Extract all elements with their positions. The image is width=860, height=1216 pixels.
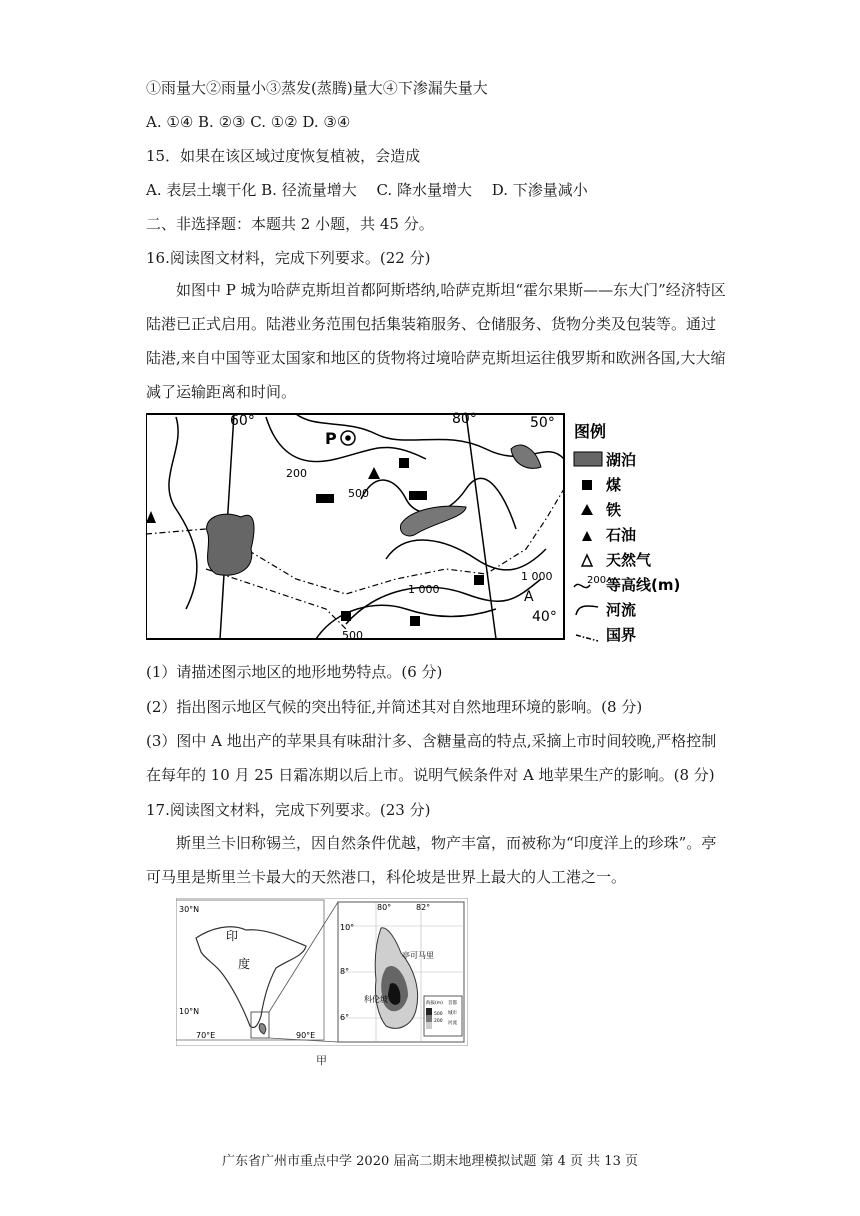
label-trincomalee: 亭可马里 <box>402 951 434 960</box>
q17-title: 17.阅读图文材料，完成下列要求。(23 分) <box>146 801 431 819</box>
legend-200: 200 <box>434 1019 443 1024</box>
point-a-label: A <box>524 589 534 605</box>
map2-caption: 甲 <box>316 1054 327 1067</box>
q17-material: 斯里兰卡旧称锡兰，因自然条件优越，物产丰富，而被称为“印度洋上的珍珠”。亭可马里是斯里兰卡最大的天然港口，科伦坡是世界上最大的人工港之一。 <box>146 834 717 886</box>
legend-item: 等高线(m) <box>606 576 681 594</box>
label-10: 10° <box>340 923 355 932</box>
lon-60-label: 60° <box>230 413 255 429</box>
legend-contour-value: 200 <box>587 575 607 586</box>
legend-500: 500 <box>434 1012 443 1017</box>
legend-coal-icon <box>582 480 592 490</box>
label-82: 82° <box>416 903 431 912</box>
lat-40-label: 40° <box>532 609 557 625</box>
legend-iron-icon <box>581 504 593 515</box>
legend-lake-icon <box>574 452 602 466</box>
q16-sub2: (2）指出图示地区气候的突出特征,并简述其对自然地理环境的影响。(8 分) <box>146 698 643 716</box>
lat-50-label: 50° <box>530 415 555 431</box>
q16-material: 如图中 P 城为哈萨克斯坦首都阿斯塔纳,哈萨克斯坦“霍尔果斯——东大门”经济特区陆港已正式启用。陆港业务范围包括集装箱服务、仓储服务、货物分类及包装等。通过陆港,来自中国等亚太国家和地区的货物将过境哈萨克斯坦运往俄罗斯和欧洲各国,大大缩减了运输距离和时间。 <box>146 281 726 401</box>
legend-item: 石油 <box>606 526 637 544</box>
label-india-1: 印 <box>226 929 239 943</box>
q15-stem: 15．如果在该区域过度恢复植被，会造成 <box>146 147 421 165</box>
contour-label: 200 <box>286 467 307 480</box>
legend-item: 湖泊 <box>606 451 637 469</box>
legend-gas-icon <box>582 555 592 566</box>
q16-title: 16.阅读图文材料，完成下列要求。(22 分) <box>146 249 431 267</box>
contour-label: 500 <box>342 629 363 642</box>
legend-item: 煤 <box>606 476 622 494</box>
section-2-heading: 二、非选择题：本题共 2 小题，共 45 分。 <box>146 215 434 233</box>
q16-sub3: (3）图中 A 地出产的苹果具有味甜汁多、含糖量高的特点,采摘上市时间较晚,严格控制在每年的 10 月 25 日霜冻期以后上市。说明气候条件对 A 地苹果生产的影响。(8 分) <box>146 732 717 784</box>
q14-options-line: ①雨量大②雨量小③蒸发(蒸腾)量大④下渗漏失量大 <box>146 79 488 97</box>
legend-city: 城市 <box>448 1011 457 1016</box>
kazakhstan-map <box>146 409 706 655</box>
label-90e: 90°E <box>296 1031 316 1040</box>
legend-item: 铁 <box>606 501 622 519</box>
label-colombo: 科伦坡 <box>364 995 388 1004</box>
contour-label: 1 000 <box>521 570 553 583</box>
contour-label: 500 <box>348 487 369 500</box>
legend-river-icon <box>576 606 598 615</box>
contour-label: 1 000 <box>408 583 440 596</box>
label-30n: 30°N <box>179 905 200 914</box>
city-p-label: P <box>325 429 337 448</box>
legend-title: 图例 <box>574 422 607 441</box>
legend-item: 天然气 <box>606 551 652 569</box>
legend-item: 河流 <box>606 601 637 619</box>
legend-border-icon <box>576 635 598 641</box>
q14-choices: A. ①④ B. ②③ C. ①② D. ③④ <box>146 113 351 131</box>
legend-elev-title: 海拔(m) <box>426 1001 443 1006</box>
page-footer: 广东省广州市重点中学 2020 届高二期末地理模拟试题 第 4 页 共 13 页 <box>222 1154 638 1169</box>
q15-choices: A. 表层土壤干化 B. 径流量增大 C. 降水量增大 D. 下渗量减小 <box>146 181 588 199</box>
lon-80-label: 80° <box>452 411 477 427</box>
sri-lanka-map <box>176 898 468 1046</box>
legend-river: 河流 <box>448 1021 457 1026</box>
label-70e: 70°E <box>196 1031 216 1040</box>
label-india-2: 度 <box>238 957 251 971</box>
label-6: 6° <box>340 1013 350 1022</box>
legend-capital: 首都 <box>448 1001 457 1006</box>
label-8: 8° <box>340 967 350 976</box>
legend-item: 国界 <box>606 626 637 644</box>
label-80: 80° <box>377 903 392 912</box>
q16-sub1: (1）请描述图示地区的地形地势特点。(6 分) <box>146 663 443 681</box>
legend-oil-icon <box>582 531 592 541</box>
label-10n: 10°N <box>179 1007 200 1016</box>
